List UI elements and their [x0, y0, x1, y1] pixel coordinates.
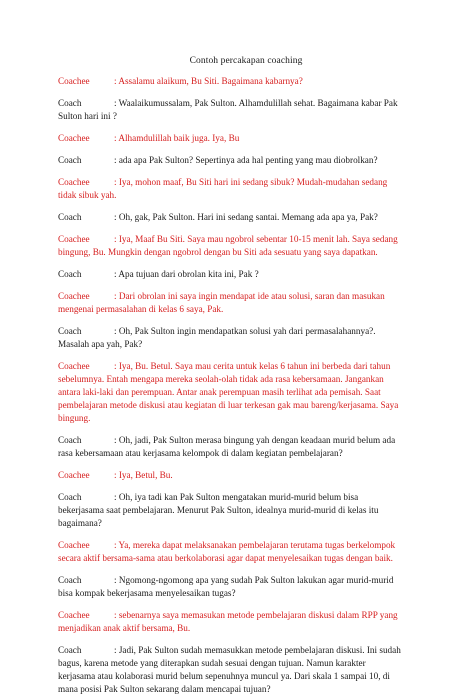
speaker-label: Coach: [58, 492, 82, 502]
utterance-line: : Oh, Pak Sulton ingin mendapatkan solusi yah dari permasalahannya?.: [114, 326, 376, 336]
dialogue-entry: [58, 325, 434, 351]
speaker-label: Coachee: [58, 291, 90, 301]
utterance-line: Sulton hari ini ?: [58, 111, 117, 121]
dialogue-first-line: [58, 75, 434, 88]
speaker-label: Coach: [58, 326, 82, 336]
dialogue-entry: [58, 360, 434, 425]
utterance-line: secara aktif bersama-sama atau berkolaborasi agar dapat menyelesaikan tugas dengan baik.: [58, 553, 393, 563]
dialogue-first-line: [58, 268, 434, 281]
dialogue-entry: [58, 132, 434, 145]
dialogue-entry: [58, 574, 434, 600]
utterance-line: Masalah apa yah, Pak?: [58, 339, 143, 349]
dialogue-first-line: [58, 176, 434, 189]
utterance-line: menjadikan anak aktif bersama, Bu.: [58, 623, 191, 633]
utterance-line: bagaimana?: [58, 518, 102, 528]
utterance-line: : Dari obrolan ini saya ingin mendapat ide atau solusi, saran dan masukan: [114, 291, 385, 301]
utterance-line: rasa kebersamaan atau kerjasama kelompok di dalam kegiatan pembelajaran?: [58, 448, 343, 458]
dialogue-entry: [58, 233, 434, 259]
dialogue-entry: [58, 469, 434, 482]
speaker-label: Coachee: [58, 540, 90, 550]
document-title: Contoh percakapan coaching: [189, 56, 303, 66]
dialogue-first-line: [58, 211, 434, 224]
dialogue-first-line: [58, 434, 434, 447]
utterance-line: bagus, karena metode yang diterapkan sudah sesuai dengan tujuan. Namun karakter: [58, 658, 366, 668]
dialogue-entry: [58, 75, 434, 88]
dialogue-first-line: [58, 154, 434, 167]
speaker-label: Coachee: [58, 610, 90, 620]
utterance-line: : Iya, mohon maaf, Bu Siti hari ini sedang sibuk? Mudah-mudahan sedang: [114, 177, 388, 187]
dialogue-entry: [58, 211, 434, 224]
utterance-line: : Assalamu alaikum, Bu Siti. Bagaimana kabarnya?: [114, 76, 303, 86]
dialogue-entry: [58, 154, 434, 167]
utterance-line: : Ya, mereka dapat melaksanakan pembelajaran terutama tugas berkelompok: [114, 540, 396, 550]
utterance-line: : Apa tujuan dari obrolan kita ini, Pak ?: [114, 269, 259, 279]
utterance-line: sebelumnya. Entah mengapa mereka seolah-olah tidak ada rasa kebersamaan. Jangankan: [58, 374, 384, 384]
dialogue-first-line: [58, 290, 434, 303]
utterance-line: antara laki-laki dan perempuan. Antar anak perempuan masih terlihat ada pemisah. Saat: [58, 387, 381, 397]
dialogue-first-line: [58, 574, 434, 587]
utterance-line: : Iya, Maaf Bu Siti. Saya mau ngobrol sebentar 10-15 menit lah. Saya sedang: [114, 234, 398, 244]
dialogue-entry: [58, 644, 434, 696]
speaker-label: Coach: [58, 575, 82, 585]
utterance-line: : Iya, Bu. Betul. Saya mau cerita untuk kelas 6 tahun ini berbeda dari tahun: [114, 361, 391, 371]
utterance-line: : Oh, jadi, Pak Sulton merasa bingung yah dengan keadaan murid belum ada: [114, 435, 396, 445]
dialogue-first-line: [58, 539, 434, 552]
dialogue-entry: [58, 290, 434, 316]
speaker-label: Coachee: [58, 470, 90, 480]
dialogue-entry: [58, 491, 434, 530]
utterance-line: kerjasama atau kolaborasi murid belum sepenuhnya muncul ya. Dari skala 1 sampai 10, di: [58, 671, 390, 681]
utterance-line: : sebenarnya saya memasukan metode pembelajaran diskusi dalam RPP yang: [114, 610, 398, 620]
utterance-line: tidak sibuk yah.: [58, 190, 117, 200]
speaker-label: Coach: [58, 435, 82, 445]
utterance-line: : Jadi, Pak Sulton sudah memasukkan metode pembelajaran diskusi. Ini sudah: [114, 645, 401, 655]
speaker-label: Coach: [58, 212, 82, 222]
speaker-label: Coach: [58, 155, 82, 165]
dialogue-entry: [58, 268, 434, 281]
dialogue-entry: [58, 97, 434, 123]
speaker-label: Coach: [58, 269, 82, 279]
utterance-line: : Alhamdulillah baik juga. Iya, Bu: [114, 133, 240, 143]
dialogue-first-line: [58, 644, 434, 657]
utterance-line: bingung, Bu. Mungkin dengan ngobrol dengan bu Siti ada sesuatu yang saya dapatkan.: [58, 247, 378, 257]
utterance-line: pembelajaran metode diskusi atau kegiatan di luar terkesan gak mau bareng/kerjasama. Saya: [58, 400, 399, 410]
speaker-label: Coachee: [58, 234, 90, 244]
utterance-line: : Oh, gak, Pak Sulton. Hari ini sedang santai. Memang ada apa ya, Pak?: [114, 212, 378, 222]
utterance-line: mengenai permasalahan di kelas 6 saya, Pak.: [58, 304, 224, 314]
dialogue-first-line: [58, 469, 434, 482]
speaker-label: Coachee: [58, 361, 90, 371]
utterance-line: : Waalaikumussalam, Pak Sulton. Alhamdulillah sehat. Bagaimana kabar Pak: [114, 98, 398, 108]
utterance-line: : Ngomong-ngomong apa yang sudah Pak Sulton lakukan agar murid-murid: [114, 575, 394, 585]
utterance-line: : ada apa Pak Sulton? Sepertinya ada hal penting yang mau diobrolkan?: [114, 155, 378, 165]
conversation: [58, 75, 434, 696]
speaker-label: Coach: [58, 645, 82, 655]
dialogue-entry: [58, 609, 434, 635]
utterance-line: bingung.: [58, 413, 91, 423]
utterance-line: mana posisi Pak Sulton sekarang dalam mencapai tujuan?: [58, 684, 271, 694]
dialogue-first-line: [58, 97, 434, 110]
utterance-line: bekerjasama saat pembelajaran. Menurut Pak Sulton, idealnya murid-murid di kelas itu: [58, 505, 379, 515]
dialogue-entry: [58, 434, 434, 460]
speaker-label: Coach: [58, 98, 82, 108]
utterance-line: : Iya, Betul, Bu.: [114, 470, 173, 480]
utterance-line: : Oh, iya tadi kan Pak Sulton mengatakan murid-murid belum bisa: [114, 492, 359, 502]
speaker-label: Coachee: [58, 133, 90, 143]
dialogue-entry: [58, 176, 434, 202]
utterance-line: bisa kompak bekerjasama menyelesaikan tugas?: [58, 588, 236, 598]
dialogue-first-line: [58, 609, 434, 622]
dialogue-first-line: [58, 491, 434, 504]
speaker-label: Coachee: [58, 177, 90, 187]
dialogue-entry: [58, 539, 434, 565]
speaker-label: Coachee: [58, 76, 90, 86]
dialogue-first-line: [58, 325, 434, 338]
dialogue-first-line: [58, 132, 434, 145]
dialogue-first-line: [58, 360, 434, 373]
dialogue-first-line: [58, 233, 434, 246]
